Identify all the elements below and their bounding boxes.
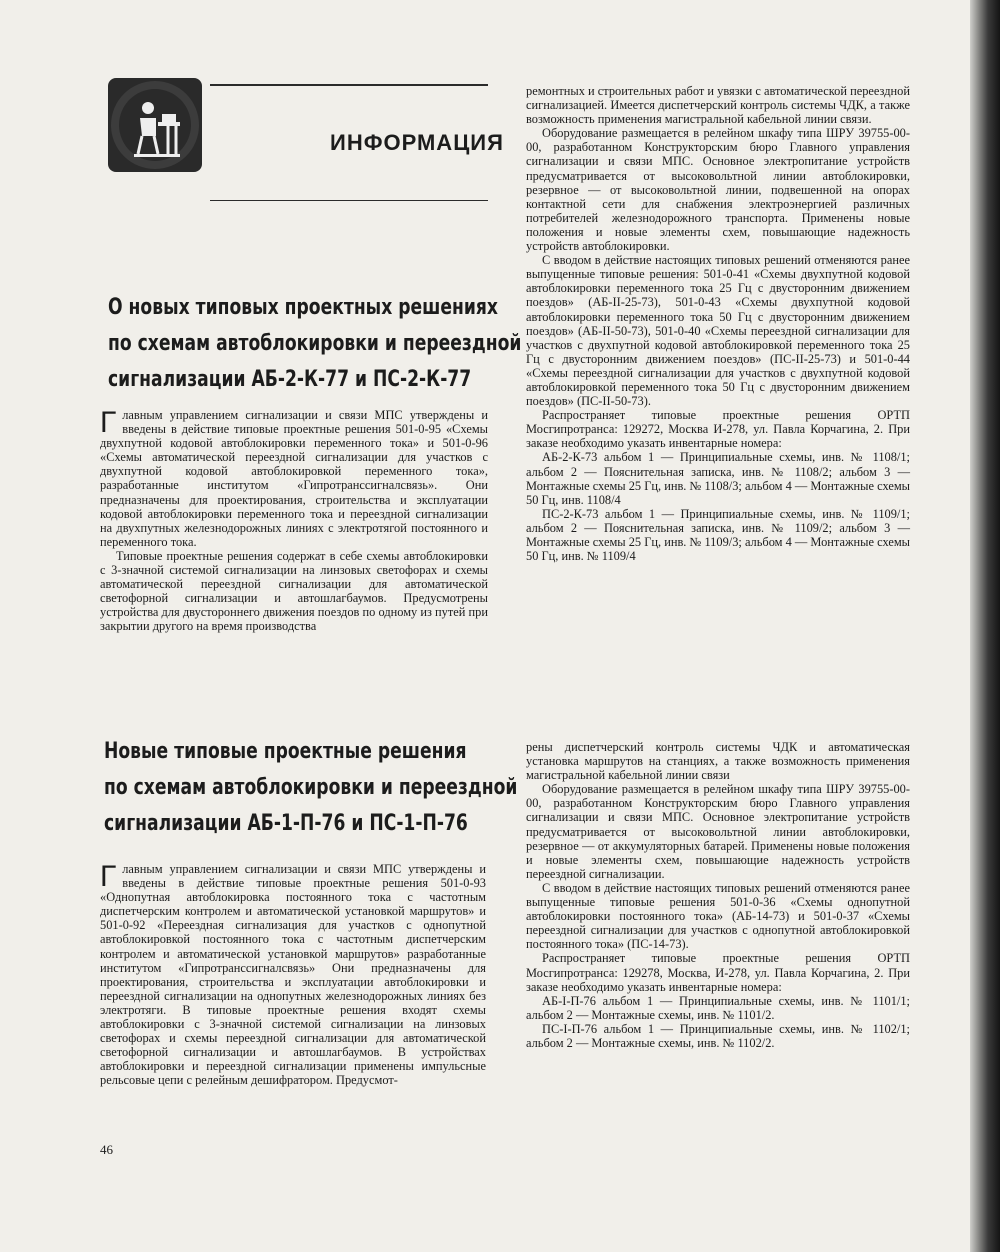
article1-right-paragraph: ПС-2-К-73 альбом 1 — Принципиальные схемы, инв. № 1109/1; альбом 2 — Пояснительная записка, инв. № 1109/2; альбом 3 — Монтажные схемы 25 Гц, инв. № 1109/3; альбом 4 — Монтажные схемы 50 Гц, инв. № 1109/4	[526, 506, 910, 564]
article1-dropcap: Г	[100, 406, 117, 439]
article2-title-line-1: Новые типовые проектные решения	[104, 739, 467, 764]
article1-title-line-3: сигнализации АБ-2-К-77 и ПС-2-К-77	[108, 367, 472, 392]
article1-right-column	[526, 84, 910, 563]
article2-right-paragraph: С вводом в действие настоящих типовых решений отменяются ранее выпущенные типовые решения 501-0-36 «Схемы однопутной автоблокировки постоянного тока» (АБ-14-73) и 501-0-37 «Схемы переездной сигнализации для участков с однопутной автоблокировкой постоянного тока» (ПС-14-73).	[526, 880, 910, 952]
article2-right-paragraph: рены диспетчерский контроль системы ЧДК и автоматическая установка маршрутов на станциях, а также возможность применения магистральной кабельной линии связи	[526, 740, 910, 783]
article2-right-paragraph: Оборудование размещается в релейном шкафу типа ШРУ 39755-00-00, разработанном Конструкторским бюро Главного управления сигнализации и связи МПС. Основное электропитание устройств предусматривается от высоковольтной линии автоблокировки, резервное — от аккумуляторных батарей. Применены новые положения и новые элементы схем, повышающие надежность устройств переездной сигнализации.	[526, 782, 910, 881]
article1-title-line-1: О новых типовых проектных решениях	[108, 295, 498, 320]
article1-right-paragraph: Распространяет типовые проектные решения ОРТП Мосгипротранса: 129272, Москва И-278, ул. Павла Корчагина, 2. При заказе необходимо указать инвентарные номера:	[526, 408, 910, 451]
article1-right-paragraph: С вводом в действие настоящих типовых решений отменяются ранее выпущенные типовые решения: 501-0-41 «Схемы двухпутной кодовой автоблокировки переменного тока 25 Гц с двусторонним движением поездов» (АБ-II-25-73), 501-0-43 «Схемы двухпутной кодовой автоблокировки переменного тока 50 Гц с двусторонним движением поездов» (АБ-II-50-73), 501-0-40 «Схемы переездной сигнализации для участков с двухпутной кодовой автоблокировкой переменного тока 25 Гц с двусторонним движением поездов» (ПС-II-25-73) и 501-0-44 «Схемы переездной сигнализации для участков с двухпутной кодовой автоблокировкой переменного тока 50 Гц с двусторонним движением поездов» (ПС-II-50-73).	[526, 253, 910, 409]
article1-right-paragraph: АБ-2-К-73 альбом 1 — Принципиальные схемы, инв. № 1108/1; альбом 2 — Пояснительная записка, инв. № 1108/2; альбом 3 — Монтажные схемы 25 Гц, инв. № 1108/3; альбом 4 — Монтажные схемы 50 Гц, инв. 1108/4	[526, 450, 910, 507]
article1-left-paragraph: лавным управлением сигнализации и связи МПС утверждены и введены в действие типовые проектные решения 501-0-95 «Схемы двухпутной кодовой автоблокировки переменного тока» и 501-0-96 «Схемы автоматической переездной сигнализации для участков с двухпутной кодовой автоблокировкой переменного тока», разработанные институтом «Гипротранссигналсвязь». Они предназначены для проектирования, строительства и эксплуатации кодовой автоблокировки переменного тока и переездной сигнализации на двухпутных железнодорожных линиях с электротягой постоянного и переменного тока.	[100, 408, 488, 549]
page-edge-shadow	[970, 0, 1000, 1252]
article1-title-line-2: по схемам автоблокировки и переездной	[108, 331, 522, 356]
article1-right-paragraph: Оборудование размещается в релейном шкафу типа ШРУ 39755-00-00, разработанном Конструкторским бюро Главного управления сигнализации и связи МПС. Основное электропитание устройств предусматривается от высоковольтной линии автоблокировки, резервное — от высоковольтной линии, подвешенной на опорах контактной сети для снабжения электроэнергией различных потребителей железнодорожного транспорта. Применены новые положения и новые элементы схем, повышающие надежность устройств автоблокировки.	[526, 126, 910, 254]
section-label: ИНФОРМАЦИЯ	[330, 130, 504, 155]
article1-right-paragraph: ремонтных и строительных работ и увязки с автоматической переездной сигнализацией. Имеется диспетчерский контроль системы ЧДК, а также возможность применения магистральной кабельной линии связи.	[526, 84, 910, 127]
article1-left-paragraph: Типовые проектные решения содержат в себе схемы автоблокировки с 3-значной системой сигнализации на линзовых светофорах и схемы автоматической переездной сигнализации для автоматической светофорной сигнализации и автошлагбаумов. Предусмотрены устройства для двустороннего движения поездов по одному из путей при закрытии другого на время производства	[100, 548, 488, 634]
information-logo-icon	[108, 78, 202, 172]
article2-left-paragraph: лавным управлением сигнализации и связи МПС утверждены и введены в действие типовые проектные решения 501-0-93 «Однопутная автоблокировка постоянного тока с частотным диспетчерским контролем и автоматической установкой маршрутов» и 501-0-92 «Переездная сигнализация для участков с однопутной автоблокировкой постоянного тока с частотным диспетчерским контролем и автоматической установкой маршрутов» разработанные институтом «Гипротранссигналсвязь» Они предназначены для проектирования, строительства и эксплуатации автоблокировки и переездной сигнализации на однопутных железнодорожных линиях без электротяги. В типовые проектные решения входят схемы автоблокировки с 3-значной системой сигнализации на линзовых светофорах и схемы переездной сигнализации для автоматической светофорной сигнализации и автошлагбаумов. В устройствах автоблокировки и переездной сигнализации применены импульсные рельсовые цепи с релейным дешифратором. Предусмот-	[100, 862, 486, 1088]
article2-right-column	[526, 740, 910, 1050]
header-rule-bottom	[210, 200, 488, 201]
article2-title-line-2: по схемам автоблокировки и переездной	[104, 775, 518, 800]
article2-left-column	[100, 862, 486, 1088]
article2-right-paragraph: ПС-I-П-76 альбом 1 — Принципиальные схемы, инв. № 1102/1; альбом 2 — Монтажные схемы, инв. № 1102/2.	[526, 1021, 910, 1050]
article2-title-line-3: сигнализации АБ-1-П-76 и ПС-1-П-76	[104, 811, 468, 836]
article2-right-paragraph: АБ-I-П-76 альбом 1 — Принципиальные схемы, инв. № 1101/1; альбом 2 — Монтажные схемы, инв. № 1101/2.	[526, 993, 910, 1022]
header-rule-top	[210, 84, 488, 86]
article1-left-column	[100, 408, 488, 634]
article2-right-paragraph: Распространяет типовые проектные решения ОРТП Мосгипротранса: 129278, Москва, И-278, ул. Павла Корчагина, 2. При заказе необходимо указать инвентарные номера:	[526, 951, 910, 994]
page-number: 46	[100, 1142, 113, 1157]
article2-dropcap: Г	[100, 860, 117, 893]
